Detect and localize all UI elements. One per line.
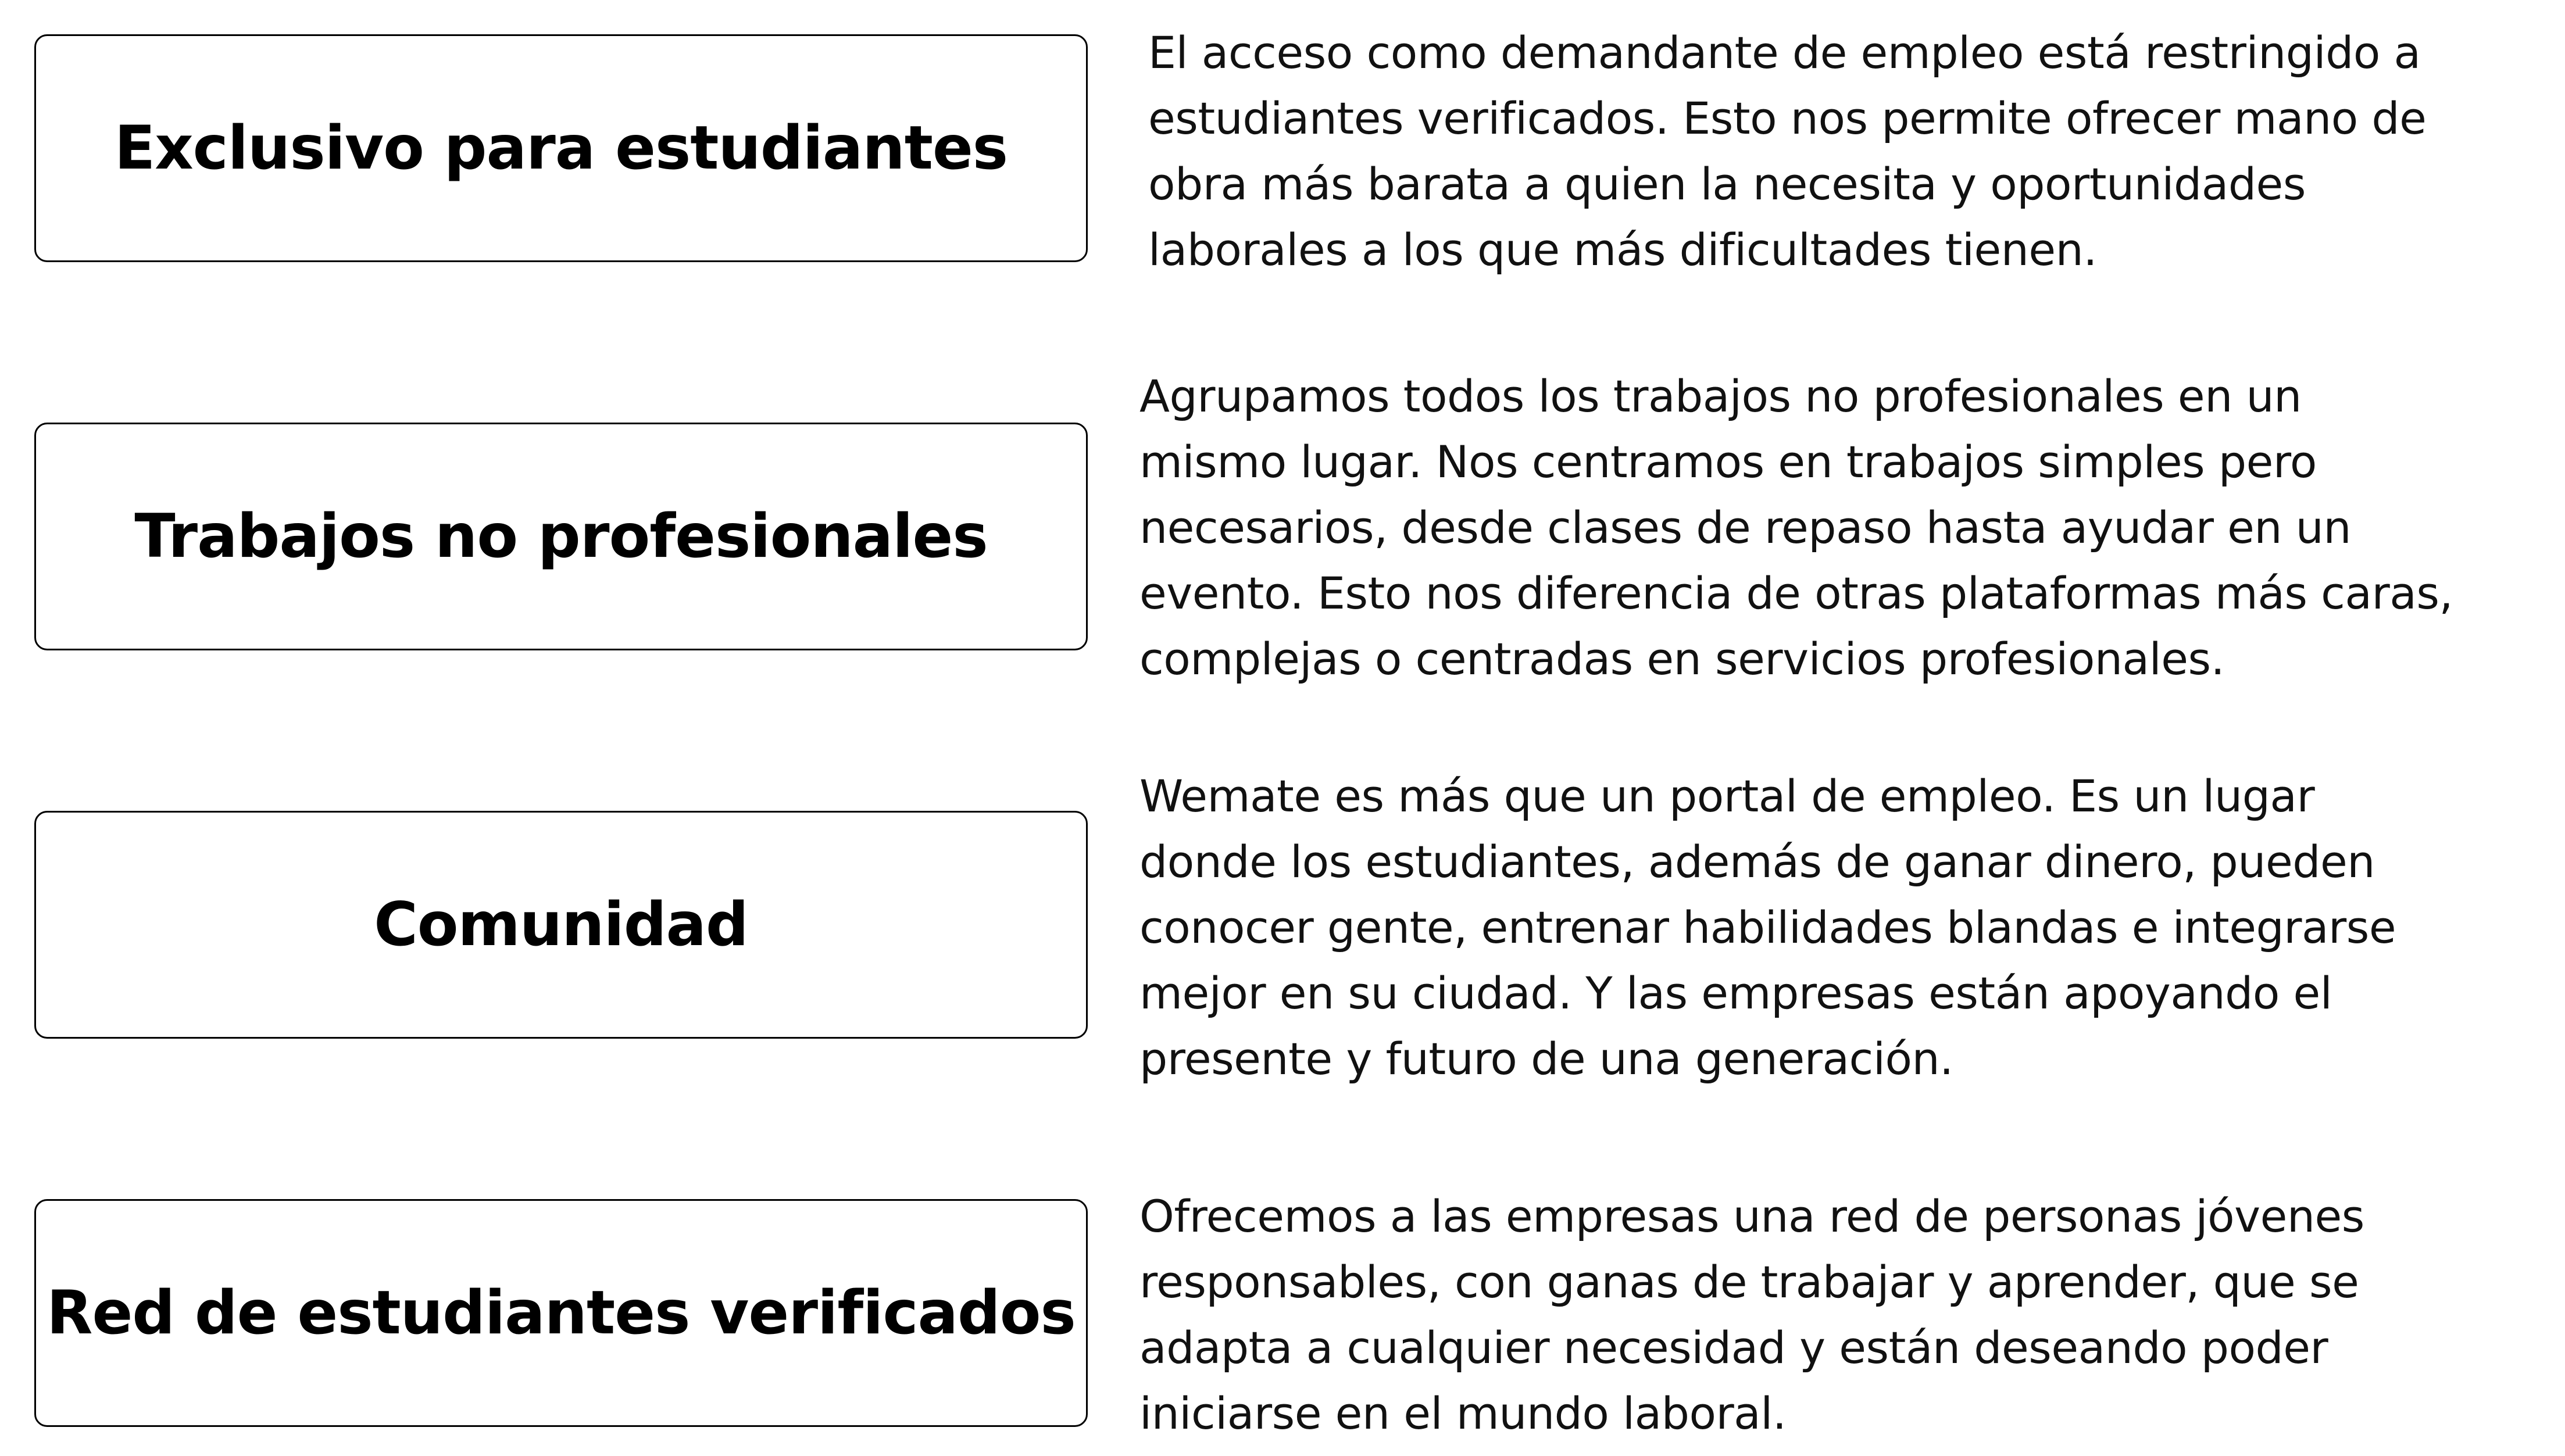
feature-box-exclusivo <box>34 34 1088 262</box>
feature-title: Trabajos no profesionales <box>134 502 988 571</box>
feature-description: El acceso como demandante de empleo está restringido a estudiantes verificados. Esto nos permite ofrecer mano de obra más barata a quien la necesita y oportunidades laborales a los que más dificultades tienen. <box>1148 27 2427 276</box>
feature-description: Wemate es más que un portal de empleo. Es un lugar donde los estudiantes, además de ganar dinero, pueden conocer gente, entrenar habilidades blandas e integrarse mejor en su ciudad. Y las empresas están apoyando el presente y futuro de una generación. <box>1139 770 2396 1085</box>
feature-box-comunidad <box>34 811 1088 1039</box>
feature-box-red <box>34 1199 1088 1427</box>
feature-title: Comunidad <box>374 890 748 960</box>
feature-title: Exclusivo para estudiantes <box>114 113 1008 183</box>
feature-title: Red de estudiantes verificados <box>47 1278 1076 1348</box>
feature-description: Agrupamos todos los trabajos no profesionales en un mismo lugar. Nos centramos en trabajos simples pero necesarios, desde clases de repaso hasta ayudar en un evento. Esto nos diferencia de otras plataformas más caras, complejas o centradas en servicios profesionales. <box>1139 370 2453 685</box>
feature-box-trabajos <box>34 423 1088 650</box>
feature-description: Ofrecemos a las empresas una red de personas jóvenes responsables, con ganas de trabajar y aprender, que se adapta a cualquier necesidad y están deseando poder iniciarse en el mundo laboral. <box>1139 1190 2364 1439</box>
